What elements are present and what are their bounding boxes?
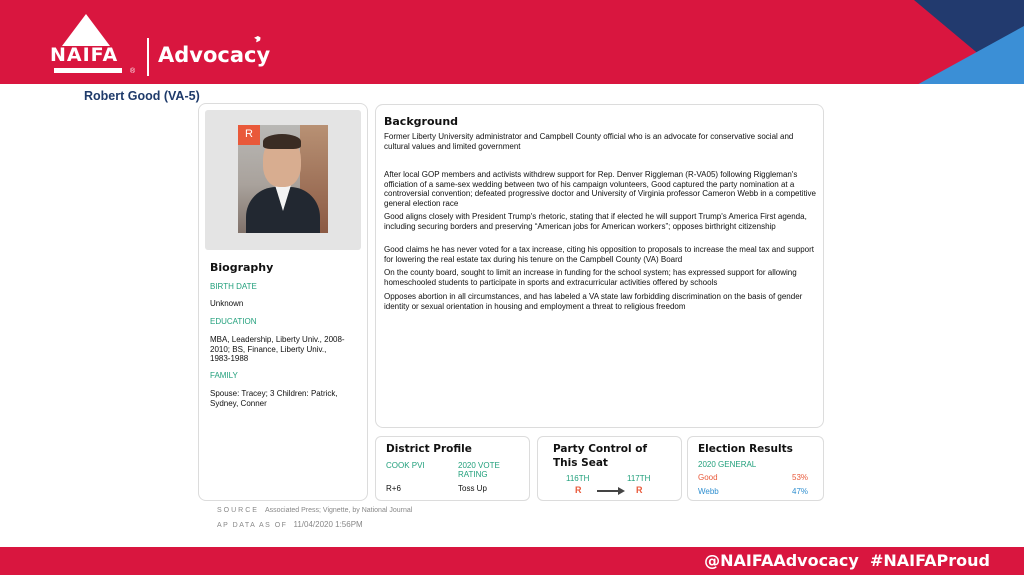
naifa-logo[interactable] [50,14,140,78]
ap-data-date: 11/04/2020 1:56PM [293,520,363,529]
birth-date-label: BIRTH DATE [210,282,257,291]
party-badge: R [238,125,260,145]
background-paragraph: Former Liberty University administrator and Campbell County official who is an advocate for conservative social and cultural values and limited government [384,132,794,151]
footer-hashtags: @NAIFAAdvocacy #NAIFAProud [704,551,990,570]
party-control-heading: Party Control of This Seat [553,443,648,469]
birth-date-value: Unknown [210,299,244,308]
logo-triangle-icon [62,14,110,46]
vote-rating-label: 2020 VOTE RATING [458,461,500,479]
to-congress-label: 117TH [627,474,651,483]
candidate-webb-pct: 47% [792,487,809,496]
background-paragraph: Opposes abortion in all circumstances, and has labeled a VA state law forbidding discrimination on the basis of gender identity or sexual orientation in housing and employment a threat to religious freedom [384,292,803,311]
background-heading: Background [384,115,459,128]
from-congress-label: 116TH [566,474,590,483]
education-value: MBA, Leadership, Liberty Univ., 2008-2010; BS, Finance, Liberty Univ., 1983-1988 [210,335,345,363]
party-control-card [537,436,682,501]
to-party: R [636,485,643,495]
district-profile-heading: District Profile [386,443,472,455]
election-sub-label: 2020 GENERAL [698,460,757,469]
ap-data-line [217,520,363,529]
education-label: EDUCATION [210,317,257,326]
biography-heading: Biography [210,261,274,274]
candidate-good-pct: 53% [792,473,809,482]
logo-text: NAIFA [50,44,119,66]
vote-rating-value: Toss Up [458,484,487,493]
candidate-good-name: Good [698,473,718,482]
candidate-photo [238,125,328,233]
background-panel [375,104,824,428]
footer-banner [0,547,1024,575]
registered-mark: ® [130,68,136,75]
candidate-webb-name: Webb [698,487,719,496]
ap-data-label: AP DATA AS OF [217,522,288,529]
cook-pvi-label: COOK PVI [386,461,425,470]
election-results-heading: Election Results [698,443,793,455]
brand-title: Advocacy [158,43,271,67]
arrow-head-icon [618,487,625,495]
logo-underline [54,68,122,73]
family-value: Spouse: Tracey; 3 Children: Patrick, Sydney, Conner [210,389,338,408]
election-results-card [687,436,824,501]
page-title: Robert Good (VA-5) [84,89,200,103]
background-paragraph: After local GOP members and activists withdrew support for Rep. Denver Riggleman (R-VA05) following Riggleman's officiation of a same-sex wedding between two of his campaign volunteers, Good captured the party nomination at a controversial convention; defeated progressive doctor and University of Virginia professor Cameron Webb in a competitive general election race [384,170,816,208]
photo-frame [205,110,361,250]
source-text: Associated Press; Vignette, by National Journal [264,507,413,514]
corner-triangle-light [904,26,1024,84]
district-profile-card [375,436,530,501]
chevrons-icon: ››› [251,30,261,47]
background-paragraph: On the county board, sought to limit an increase in funding for the school system; has expressed support for allowing homeschooled students to participate in sports and extracurricular activities offered by schools [384,268,797,287]
biography-panel [198,103,368,501]
from-party: R [575,485,582,495]
transition-arrow-icon [597,490,619,492]
header-divider [147,38,149,76]
family-label: FAMILY [210,371,238,380]
cook-pvi-value: R+6 [386,484,401,493]
source-label: SOURCE [217,507,259,514]
header-banner [0,0,1024,84]
background-paragraph: Good aligns closely with President Trump's rhetoric, stating that if elected he will support Trump's America First agenda, including securing borders and preserving “American jobs for American workers”; opposes birthright citizenship [384,212,807,231]
background-paragraph: Good claims he has never voted for a tax increase, citing his opposition to proposals to increase the meal tax and support for lowering the real estate tax during his tenure on the Campbell County (VA) Board [384,245,815,264]
source-line [217,507,412,514]
